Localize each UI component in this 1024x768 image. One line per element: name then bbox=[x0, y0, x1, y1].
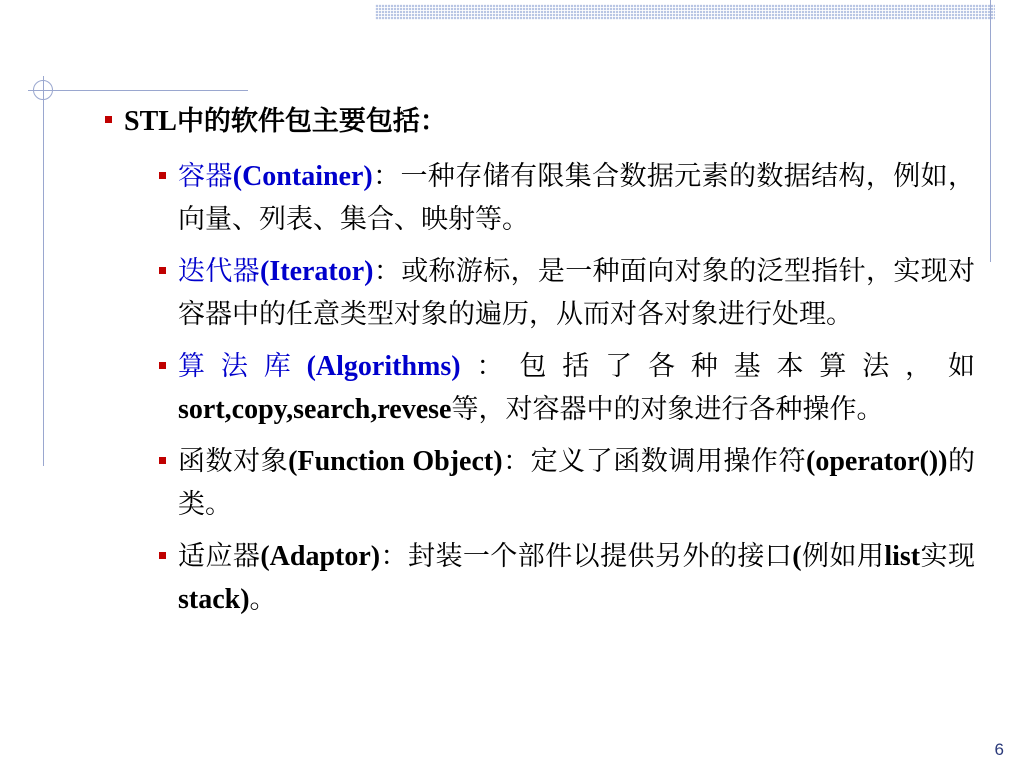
square-bullet-icon bbox=[159, 267, 166, 274]
left-decoration-hline bbox=[28, 90, 248, 91]
function-object-text: 函数对象(Function Object)：定义了函数调用操作符(operator())的类。 bbox=[178, 446, 976, 520]
slide-content bbox=[100, 100, 975, 630]
term-container: 容器(Container) bbox=[178, 161, 373, 192]
heading-text bbox=[124, 100, 975, 143]
page-number: 6 bbox=[994, 740, 1004, 759]
decoration-circle-icon bbox=[33, 80, 53, 100]
container-text: 容器(Container)：一种存储有限集合数据元素的数据结构，例如，向量、列表、集合、映射等。 bbox=[178, 161, 976, 235]
heading-en: STL bbox=[124, 106, 177, 137]
header-decoration-bar bbox=[375, 4, 995, 20]
algorithms-text: 算法库(Algorithms)：包括了各种基本算法，如sort,copy,search,revese等，对容器中的对象进行各种操作。 bbox=[178, 351, 976, 425]
bullet-function-object bbox=[154, 440, 975, 526]
square-bullet-icon bbox=[159, 457, 166, 464]
bullet-stl-packages bbox=[100, 100, 975, 143]
bullet-adaptor bbox=[154, 535, 975, 621]
square-bullet-icon bbox=[159, 362, 166, 369]
square-bullet-icon bbox=[105, 116, 112, 123]
heading-zh: 中的软件包主要包括： bbox=[176, 106, 447, 137]
term-iterator: 迭代器(Iterator) bbox=[178, 256, 374, 287]
square-bullet-icon bbox=[159, 552, 166, 559]
right-decoration-line bbox=[990, 0, 991, 262]
bullet-container bbox=[154, 155, 975, 241]
left-decoration-vline bbox=[43, 76, 44, 466]
square-bullet-icon bbox=[159, 172, 166, 179]
bullet-algorithms bbox=[154, 345, 975, 431]
iterator-text: 迭代器(Iterator)：或称游标，是一种面向对象的泛型指针，实现对容器中的任意类型对象的遍历，从而对各对象进行处理。 bbox=[178, 256, 976, 330]
term-algorithms: 算法库(Algorithms) bbox=[178, 351, 461, 382]
adaptor-text: 适应器(Adaptor)：封装一个部件以提供另外的接口(例如用list实现stack)。 bbox=[178, 541, 976, 615]
bullet-iterator bbox=[154, 250, 975, 336]
